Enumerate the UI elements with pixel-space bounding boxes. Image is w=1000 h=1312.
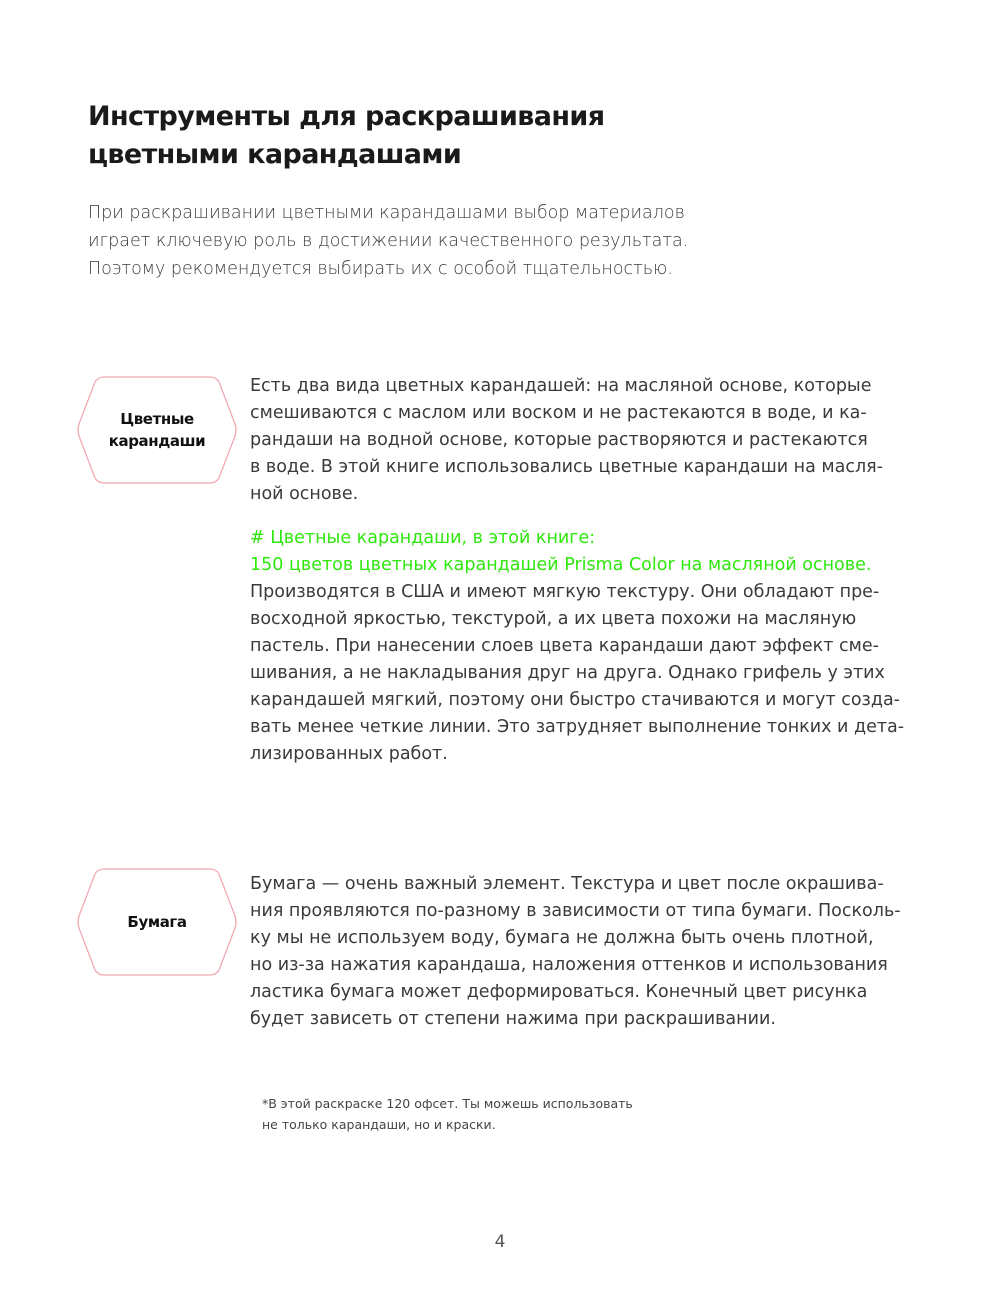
paper-paragraph	[250, 871, 950, 1033]
hexagon-badge-paper	[76, 868, 238, 976]
hexagon-label	[76, 376, 238, 484]
intro-paragraph	[88, 199, 808, 283]
highlight-line: # Цветные карандаши, в этой книге:	[250, 528, 596, 548]
page-title-line: Инструменты для раскрашивания	[88, 101, 605, 132]
text-line: ния проявляются по-разному в зависимости от типа бумаги. Посколь-	[250, 901, 901, 921]
hexagon-label-line: Бумага	[127, 913, 187, 931]
text-line: восходной яркостью, текстурой, а их цвета похожи на масляную	[250, 609, 857, 629]
text-line: ластика бумага может деформироваться. Конечный цвет рисунка	[250, 982, 868, 1002]
text-line: шивания, а не накладывания друг на друга. Однако грифель у этих	[250, 663, 885, 683]
hexagon-label-line: карандаши	[108, 432, 206, 450]
text-line: ку мы не используем воду, бумага не должна быть очень плотной,	[250, 928, 874, 948]
footnote	[262, 1093, 633, 1135]
page-title	[88, 98, 788, 174]
intro-line: При раскрашивании цветными карандашами выбор материалов	[88, 203, 685, 223]
page-number: 4	[494, 1232, 506, 1252]
text-line: смешиваются с маслом или воском и не растекаются в воде, и ка-	[250, 403, 867, 423]
highlight-line: 150 цветов цветных карандашей Prisma Color на масляной основе.	[250, 555, 872, 575]
text-line: пастель. При нанесении слоев цвета карандаши дают эффект сме-	[250, 636, 879, 656]
hexagon-label	[76, 868, 238, 976]
text-line: но из-за нажатия карандаша, наложения оттенков и использования	[250, 955, 888, 975]
text-line: Есть два вида цветных карандашей: на масляной основе, которые	[250, 376, 872, 396]
hexagon-label-line: Цветные	[120, 410, 194, 428]
text-line: карандашей мягкий, поэтому они быстро стачиваются и могут созда-	[250, 690, 900, 710]
text-line: Производятся в США и имеют мягкую текстуру. Они обладают пре-	[250, 582, 880, 602]
footnote-line: не только карандаши, но и краски.	[262, 1117, 496, 1132]
pencils-paragraph	[250, 373, 950, 508]
footnote-line: *В этой раскраске 120 офсет. Ты можешь использовать	[262, 1096, 633, 1111]
intro-line: Поэтому рекомендуется выбирать их с особой тщательностью.	[88, 259, 673, 279]
text-line: вать менее четкие линии. Это затрудняет выполнение тонких и дета-	[250, 717, 905, 737]
text-line: в воде. В этой книге использовались цветные карандаши на масля-	[250, 457, 883, 477]
text-line: лизированных работ.	[250, 744, 448, 764]
hexagon-badge-pencils	[76, 376, 238, 484]
intro-line: играет ключевую роль в достижении качественного результата.	[88, 231, 689, 251]
text-line: рандаши на водной основе, которые растворяются и растекаются	[250, 430, 868, 450]
text-line: ной основе.	[250, 484, 359, 504]
page-title-line: цветными карандашами	[88, 139, 462, 170]
text-line: будет зависеть от степени нажима при раскрашивании.	[250, 1009, 776, 1029]
pencils-highlight-block	[250, 525, 950, 768]
text-line: Бумага — очень важный элемент. Текстура и цвет после окрашива-	[250, 874, 884, 894]
